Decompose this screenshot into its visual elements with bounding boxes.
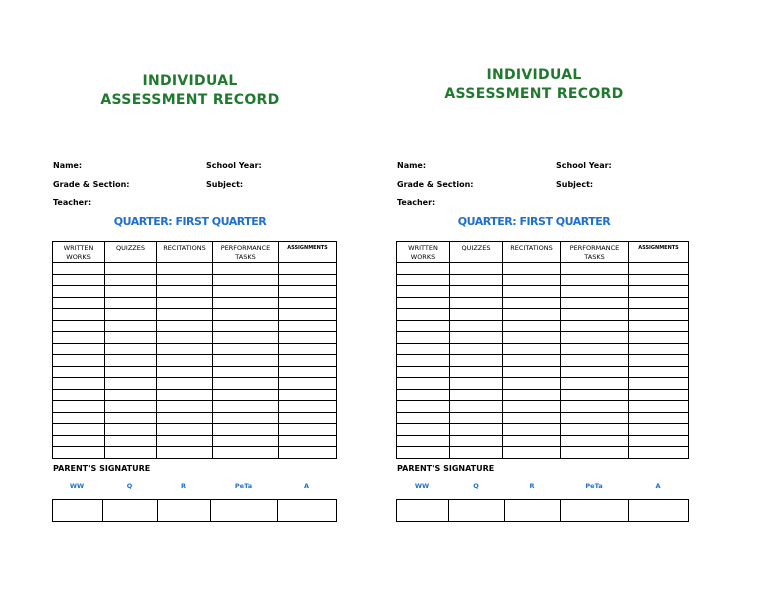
score-cell[interactable] (213, 274, 279, 286)
score-cell[interactable] (561, 366, 629, 378)
score-cell[interactable] (279, 274, 337, 286)
assessment-card-right (384, 0, 684, 594)
score-cell[interactable] (561, 424, 629, 436)
scores-table (396, 241, 689, 459)
title-line-1: INDIVIDUAL (142, 73, 238, 89)
score-cell[interactable] (213, 424, 279, 436)
score-cell[interactable] (157, 355, 213, 367)
score-cell[interactable] (450, 343, 503, 355)
score-cell[interactable] (53, 366, 105, 378)
table-row (53, 447, 337, 459)
table-row (53, 355, 337, 367)
score-cell[interactable] (450, 274, 503, 286)
score-cell[interactable] (279, 389, 337, 401)
table-row (397, 366, 689, 378)
score-cell[interactable] (503, 424, 561, 436)
score-cell[interactable] (450, 320, 503, 332)
score-cell[interactable] (53, 435, 105, 447)
table-row (53, 389, 337, 401)
score-cell[interactable] (157, 389, 213, 401)
table-body (397, 263, 689, 459)
record-title (40, 72, 340, 110)
score-cell[interactable] (105, 401, 157, 413)
score-cell[interactable] (105, 320, 157, 332)
score-cell[interactable] (157, 366, 213, 378)
score-cell[interactable] (561, 320, 629, 332)
summary-box[interactable] (278, 500, 337, 522)
score-cell[interactable] (213, 412, 279, 424)
score-cell[interactable] (450, 389, 503, 401)
score-cell[interactable] (213, 297, 279, 309)
table-row (53, 309, 337, 321)
score-cell[interactable] (503, 447, 561, 459)
teacher-label: Teacher: (53, 198, 92, 207)
name-label: Name: (397, 161, 427, 170)
summary-box[interactable] (449, 500, 505, 522)
record-title (384, 66, 684, 104)
title-line-1: INDIVIDUAL (486, 67, 582, 83)
score-cell[interactable] (279, 286, 337, 298)
score-cell[interactable] (629, 435, 689, 447)
score-cell[interactable] (629, 297, 689, 309)
score-cell[interactable] (279, 355, 337, 367)
score-cell[interactable] (450, 263, 503, 275)
score-cell[interactable] (629, 343, 689, 355)
score-cell[interactable] (450, 424, 503, 436)
score-cell[interactable] (279, 343, 337, 355)
score-cell[interactable] (450, 355, 503, 367)
score-cell[interactable] (503, 274, 561, 286)
score-cell[interactable] (629, 366, 689, 378)
score-cell[interactable] (213, 401, 279, 413)
score-cell[interactable] (450, 378, 503, 390)
table-row (53, 424, 337, 436)
table-row (397, 286, 689, 298)
table-row (397, 389, 689, 401)
table-row (53, 366, 337, 378)
score-cell[interactable] (53, 412, 105, 424)
summary-box[interactable] (561, 500, 629, 522)
score-cell[interactable] (157, 447, 213, 459)
score-cell[interactable] (503, 320, 561, 332)
column-header: WRITTEN WORKS (397, 242, 450, 263)
school-year-label: School Year: (206, 161, 262, 170)
score-cell[interactable] (157, 297, 213, 309)
score-cell[interactable] (279, 263, 337, 275)
score-cell[interactable] (53, 447, 105, 459)
grade-section-label: Grade & Section: (53, 180, 130, 189)
quarter-heading: QUARTER: FIRST QUARTER (457, 215, 611, 228)
score-cell[interactable] (279, 297, 337, 309)
score-cell[interactable] (503, 435, 561, 447)
teacher-label: Teacher: (397, 198, 436, 207)
score-cell[interactable] (397, 424, 450, 436)
score-cell[interactable] (157, 424, 213, 436)
table-header-row (53, 242, 337, 263)
score-cell[interactable] (397, 309, 450, 321)
column-header: QUIZZES (105, 242, 157, 263)
score-cell[interactable] (561, 332, 629, 344)
score-cell[interactable] (561, 297, 629, 309)
subject-label: Subject: (206, 180, 244, 189)
table-row (397, 355, 689, 367)
score-cell[interactable] (105, 424, 157, 436)
score-cell[interactable] (157, 435, 213, 447)
table-row (53, 332, 337, 344)
score-cell[interactable] (503, 297, 561, 309)
score-cell[interactable] (105, 343, 157, 355)
score-cell[interactable] (53, 320, 105, 332)
score-cell[interactable] (105, 297, 157, 309)
grade-section-label: Grade & Section: (397, 180, 474, 189)
table-row (397, 435, 689, 447)
title-line-2: ASSESSMENT RECORD (100, 92, 280, 108)
score-cell[interactable] (53, 297, 105, 309)
score-cell[interactable] (157, 309, 213, 321)
score-cell[interactable] (157, 274, 213, 286)
score-cell[interactable] (53, 263, 105, 275)
score-cell[interactable] (105, 435, 157, 447)
table-row (397, 343, 689, 355)
summary-label: A (303, 482, 310, 490)
summary-label: WW (414, 482, 430, 490)
score-cell[interactable] (53, 309, 105, 321)
score-cell[interactable] (279, 378, 337, 390)
score-cell[interactable] (450, 401, 503, 413)
score-cell[interactable] (279, 412, 337, 424)
table-row (397, 297, 689, 309)
table-row (397, 309, 689, 321)
score-cell[interactable] (213, 366, 279, 378)
score-cell[interactable] (561, 412, 629, 424)
score-cell[interactable] (450, 412, 503, 424)
table-row (397, 447, 689, 459)
column-header: QUIZZES (450, 242, 503, 263)
score-cell[interactable] (629, 412, 689, 424)
score-cell[interactable] (397, 378, 450, 390)
score-cell[interactable] (450, 435, 503, 447)
subject-label: Subject: (556, 180, 594, 189)
score-cell[interactable] (53, 424, 105, 436)
score-cell[interactable] (397, 401, 450, 413)
score-cell[interactable] (561, 286, 629, 298)
table-row (397, 401, 689, 413)
score-cell[interactable] (503, 309, 561, 321)
score-cell[interactable] (629, 447, 689, 459)
summary-boxes (396, 499, 689, 522)
score-cell[interactable] (397, 343, 450, 355)
score-cell[interactable] (503, 389, 561, 401)
table-body (53, 263, 337, 459)
score-cell[interactable] (629, 378, 689, 390)
summary-box[interactable] (103, 500, 158, 522)
assessment-card-left (40, 0, 340, 594)
score-cell[interactable] (629, 274, 689, 286)
score-cell[interactable] (561, 355, 629, 367)
table-row (397, 424, 689, 436)
table-row (53, 286, 337, 298)
score-cell[interactable] (213, 320, 279, 332)
score-cell[interactable] (450, 286, 503, 298)
summary-box[interactable] (397, 500, 449, 522)
score-cell[interactable] (279, 366, 337, 378)
column-header: PERFORMANCE TASKS (561, 242, 629, 263)
score-cell[interactable] (105, 366, 157, 378)
table-row (397, 332, 689, 344)
summary-label: PeTa (234, 482, 253, 490)
summary-box[interactable] (158, 500, 211, 522)
summary-label: PeTa (585, 482, 603, 490)
school-year-label: School Year: (556, 161, 612, 170)
table-row (397, 263, 689, 275)
score-cell[interactable] (157, 343, 213, 355)
score-cell[interactable] (105, 263, 157, 275)
summary-boxes (52, 499, 337, 522)
column-header: WRITTEN WORKS (53, 242, 105, 263)
score-cell[interactable] (213, 389, 279, 401)
score-cell[interactable] (105, 309, 157, 321)
score-cell[interactable] (397, 263, 450, 275)
score-cell[interactable] (629, 309, 689, 321)
table-row (53, 297, 337, 309)
score-cell[interactable] (450, 447, 503, 459)
table-row (397, 320, 689, 332)
score-cell[interactable] (213, 263, 279, 275)
table-row (53, 320, 337, 332)
score-cell[interactable] (629, 389, 689, 401)
score-cell[interactable] (561, 389, 629, 401)
score-cell[interactable] (397, 355, 450, 367)
summary-label: R (180, 482, 186, 490)
score-cell[interactable] (503, 286, 561, 298)
score-cell[interactable] (157, 401, 213, 413)
score-cell[interactable] (105, 378, 157, 390)
score-cell[interactable] (397, 274, 450, 286)
table-row (53, 412, 337, 424)
score-cell[interactable] (53, 274, 105, 286)
column-header: RECITATIONS (157, 242, 213, 263)
score-cell[interactable] (397, 286, 450, 298)
quarter-heading: QUARTER: FIRST QUARTER (113, 215, 267, 228)
score-cell[interactable] (397, 366, 450, 378)
score-cell[interactable] (629, 332, 689, 344)
table-row (397, 274, 689, 286)
score-cell[interactable] (53, 343, 105, 355)
score-cell[interactable] (629, 401, 689, 413)
score-cell[interactable] (157, 412, 213, 424)
score-cell[interactable] (561, 447, 629, 459)
score-cell[interactable] (157, 378, 213, 390)
score-cell[interactable] (157, 286, 213, 298)
score-cell[interactable] (561, 401, 629, 413)
table-row (397, 378, 689, 390)
score-cell[interactable] (105, 355, 157, 367)
score-cell[interactable] (53, 389, 105, 401)
summary-label: Q (473, 482, 479, 490)
score-cell[interactable] (105, 447, 157, 459)
score-cell[interactable] (213, 286, 279, 298)
summary-label: Q (126, 482, 133, 490)
score-cell[interactable] (157, 332, 213, 344)
score-cell[interactable] (397, 412, 450, 424)
title-line-2: ASSESSMENT RECORD (444, 86, 624, 102)
summary-label: WW (69, 482, 85, 490)
score-cell[interactable] (53, 355, 105, 367)
score-cell[interactable] (279, 320, 337, 332)
table-row (53, 263, 337, 275)
summary-box[interactable] (629, 500, 689, 522)
score-cell[interactable] (105, 332, 157, 344)
score-cell[interactable] (450, 297, 503, 309)
table-row (53, 274, 337, 286)
score-cell[interactable] (105, 274, 157, 286)
parent-signature-label: PARENT'S SIGNATURE (53, 464, 151, 473)
score-cell[interactable] (213, 343, 279, 355)
score-cell[interactable] (397, 320, 450, 332)
score-cell[interactable] (397, 389, 450, 401)
score-cell[interactable] (105, 286, 157, 298)
summary-label: R (529, 482, 535, 490)
score-cell[interactable] (53, 332, 105, 344)
column-header: ASSIGNMENTS (629, 242, 689, 263)
score-cell[interactable] (561, 435, 629, 447)
table-row (53, 343, 337, 355)
summary-box[interactable] (211, 500, 278, 522)
summary-box[interactable] (505, 500, 561, 522)
score-cell[interactable] (279, 424, 337, 436)
score-cell[interactable] (561, 274, 629, 286)
column-header: PERFORMANCE TASKS (213, 242, 279, 263)
column-header: ASSIGNMENTS (279, 242, 337, 263)
score-cell[interactable] (213, 355, 279, 367)
score-cell[interactable] (279, 332, 337, 344)
name-label: Name: (53, 161, 83, 170)
column-header: RECITATIONS (503, 242, 561, 263)
score-cell[interactable] (157, 320, 213, 332)
score-cell[interactable] (503, 355, 561, 367)
score-cell[interactable] (157, 263, 213, 275)
score-cell[interactable] (279, 435, 337, 447)
table-header-row (397, 242, 689, 263)
summary-label: A (655, 482, 661, 490)
table-row (397, 412, 689, 424)
score-cell[interactable] (213, 332, 279, 344)
score-cell[interactable] (561, 343, 629, 355)
score-cell[interactable] (503, 378, 561, 390)
score-cell[interactable] (561, 309, 629, 321)
table-row (53, 401, 337, 413)
score-cell[interactable] (561, 263, 629, 275)
score-cell[interactable] (629, 424, 689, 436)
score-cell[interactable] (213, 378, 279, 390)
score-cell[interactable] (629, 320, 689, 332)
score-cell[interactable] (629, 355, 689, 367)
score-cell[interactable] (503, 332, 561, 344)
score-cell[interactable] (629, 286, 689, 298)
score-cell[interactable] (503, 263, 561, 275)
parent-signature-label: PARENT'S SIGNATURE (397, 464, 495, 473)
score-cell[interactable] (629, 263, 689, 275)
score-cell[interactable] (213, 309, 279, 321)
score-cell[interactable] (450, 309, 503, 321)
score-cell[interactable] (53, 378, 105, 390)
score-cell[interactable] (503, 366, 561, 378)
score-cell[interactable] (397, 435, 450, 447)
score-cell[interactable] (279, 309, 337, 321)
table-row (53, 435, 337, 447)
score-cell[interactable] (450, 366, 503, 378)
score-cell[interactable] (213, 435, 279, 447)
score-cell[interactable] (561, 378, 629, 390)
scores-table (52, 241, 337, 459)
table-row (53, 378, 337, 390)
score-cell[interactable] (213, 447, 279, 459)
score-cell[interactable] (397, 447, 450, 459)
score-cell[interactable] (53, 286, 105, 298)
score-cell[interactable] (105, 389, 157, 401)
score-cell[interactable] (397, 297, 450, 309)
score-cell[interactable] (503, 401, 561, 413)
score-cell[interactable] (279, 401, 337, 413)
score-cell[interactable] (397, 332, 450, 344)
summary-box[interactable] (53, 500, 103, 522)
score-cell[interactable] (503, 412, 561, 424)
score-cell[interactable] (503, 343, 561, 355)
score-cell[interactable] (279, 447, 337, 459)
score-cell[interactable] (450, 332, 503, 344)
score-cell[interactable] (105, 412, 157, 424)
score-cell[interactable] (53, 401, 105, 413)
